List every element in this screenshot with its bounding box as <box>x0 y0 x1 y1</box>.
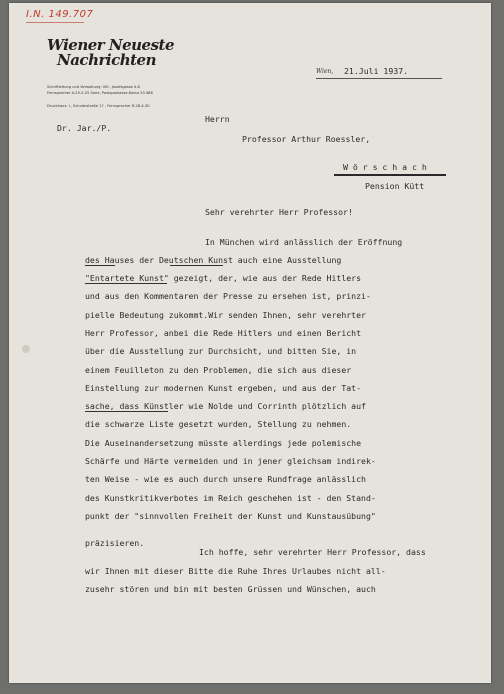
recipient-line-4: Pension Kütt <box>365 181 425 191</box>
body-line: über die Ausstellung zur Durchsicht, und bitten Sie, in <box>85 346 357 356</box>
letterhead-info-line-1: Schriftleitung und Verwaltung: VIII., Josefsgasse 4-6 <box>47 85 140 89</box>
logo-line-1: Wiener Neueste <box>47 36 175 54</box>
body-line: Einstellung zur modernen Kunst ergeben, und aus der Tat- <box>85 383 362 393</box>
body-line: "Entartete Kunst" gezeigt, der, wie aus der Rede Hitlers <box>85 273 362 283</box>
body-line: präzisieren. <box>85 538 145 548</box>
body-line: des Hauses der Deutschen Kunst auch eine Ausstellung <box>85 255 342 265</box>
reference-code: Dr. Jar./P. <box>57 123 112 133</box>
body-line: ten Weise - wie es auch durch unsere Rundfrage anlässlich <box>85 474 366 484</box>
body-line: punkt der "sinnvollen Freiheit der Kunst und Kunstausübung" <box>85 511 376 521</box>
letter-date: 21.Juli 1937. <box>344 66 409 76</box>
recipient-line-3: W ö r s c h a c h <box>343 162 427 172</box>
body-line: Herr Professor, anbei die Rede Hitlers und einen Bericht <box>85 328 362 338</box>
archive-mark: I.N. 149.707 <box>26 9 94 20</box>
letterhead-info-line-2: Fernsprecher A-25-5-25 Serie, Postsparkasse-Konto 29.386 <box>47 91 153 95</box>
hand-underline <box>85 283 167 284</box>
recipient-place-underline <box>334 174 446 176</box>
hand-underline <box>85 265 115 266</box>
body-line: des Kunstkritikverbotes im Reich geschehen ist - den Stand- <box>85 493 376 503</box>
date-rule <box>316 78 442 79</box>
body-line: zusehr stören und bin mit besten Grüssen und Wünschen, auch <box>85 584 376 594</box>
salutation: Sehr verehrter Herr Professor! <box>205 207 353 217</box>
recipient-line-1: Herrn <box>205 114 230 124</box>
hand-underline <box>85 411 168 412</box>
body-line: Schärfe und Härte vermeiden und in jener gleichsam indirek- <box>85 456 376 466</box>
body-line: Ich hoffe, sehr verehrter Herr Professor, dass <box>199 547 426 557</box>
newspaper-logo <box>47 38 174 68</box>
logo-line-2: Nachrichten <box>57 51 156 69</box>
body-line: wir Ihnen mit dieser Bitte die Ruhe Ihres Urlaubes nicht all- <box>85 566 386 576</box>
punch-hole <box>22 345 30 353</box>
letterhead-print-info: Druckhaus: I., Schulerstraße 17 - Fernsprecher R-28-4-30 <box>47 104 150 108</box>
body-line: pielle Bedeutung zukommt.Wir senden Ihnen, sehr verehrter <box>85 310 366 320</box>
body-line: In München wird anlässlich der Eröffnung <box>205 237 403 247</box>
body-line: und aus den Kommentaren der Presse zu ersehen ist, prinzi- <box>85 291 371 301</box>
body-line: die schwarze Liste gesetzt wurden, Stellung zu nehmen. <box>85 419 352 429</box>
hand-underline <box>170 265 223 266</box>
place-label: Wien, <box>316 68 334 75</box>
recipient-line-2: Professor Arthur Roessler, <box>242 134 371 144</box>
body-line: Die Auseinandersetzung müsste allerdings jede polemische <box>85 438 362 448</box>
archive-mark-underline <box>26 22 84 23</box>
body-line: einem Feuilleton zu den Problemen, die sich aus dieser <box>85 365 352 375</box>
letterhead-info <box>47 84 153 96</box>
body-line: sache, dass Künstler wie Nolde und Corrinth plötzlich auf <box>85 401 366 411</box>
